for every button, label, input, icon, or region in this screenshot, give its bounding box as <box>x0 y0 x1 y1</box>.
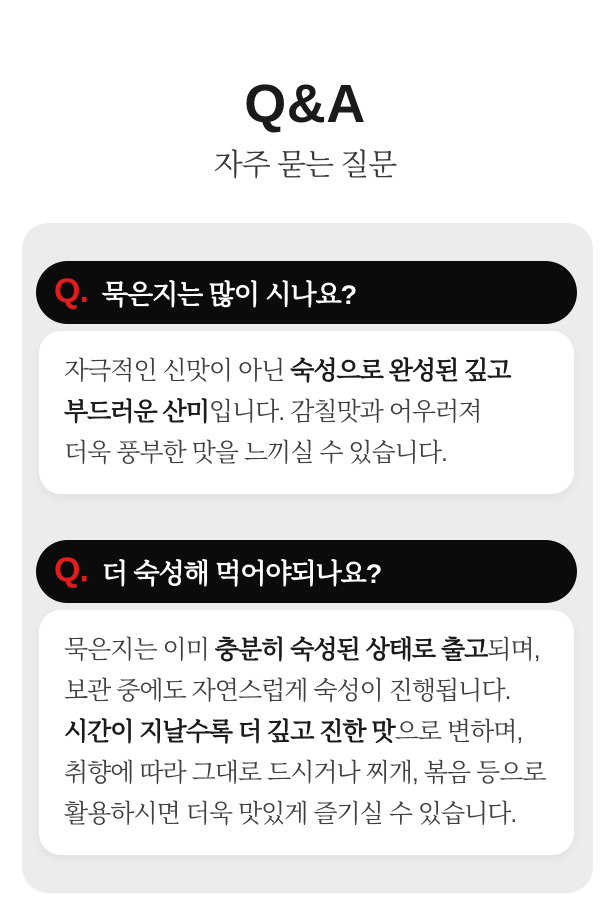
answer-line: 자극적인 신맛이 아닌 숙성으로 완성된 깊고 <box>64 357 511 385</box>
section-subtitle: 자주 묻는 질문 <box>213 149 397 182</box>
answer-box <box>39 610 574 855</box>
answer-line: 취향에 따라 그대로 드시거나 찌개, 볶음 등으로 <box>64 759 546 787</box>
qa-header <box>0 0 610 182</box>
qa-card <box>36 540 577 855</box>
section-title: Q&A <box>244 74 366 134</box>
question-pill <box>36 540 577 603</box>
answer-line: 부드러운 산미입니다. 감칠맛과 어우러져 <box>64 398 482 426</box>
question-pill <box>36 261 577 324</box>
answer-line: 더욱 풍부한 맛을 느끼실 수 있습니다. <box>64 439 447 467</box>
answer-line: 묵은지는 이미 충분히 숙성된 상태로 출고되며, <box>64 636 540 664</box>
answer-line: 시간이 지날수록 더 깊고 진한 맛으로 변하며, <box>64 718 523 746</box>
qa-panel <box>22 223 593 893</box>
question-text: 더 숙성해 먹어야되나요? <box>101 559 382 589</box>
answer-box <box>39 331 574 494</box>
q-label: Q. <box>54 551 88 589</box>
answer-line: 보관 중에도 자연스럽게 숙성이 진행됩니다. <box>64 677 511 705</box>
answer-line: 활용하시면 더욱 맛있게 즐기실 수 있습니다. <box>64 800 517 828</box>
q-label: Q. <box>54 272 88 310</box>
qa-card <box>36 261 577 494</box>
question-text: 묵은지는 많이 시나요? <box>101 280 357 310</box>
